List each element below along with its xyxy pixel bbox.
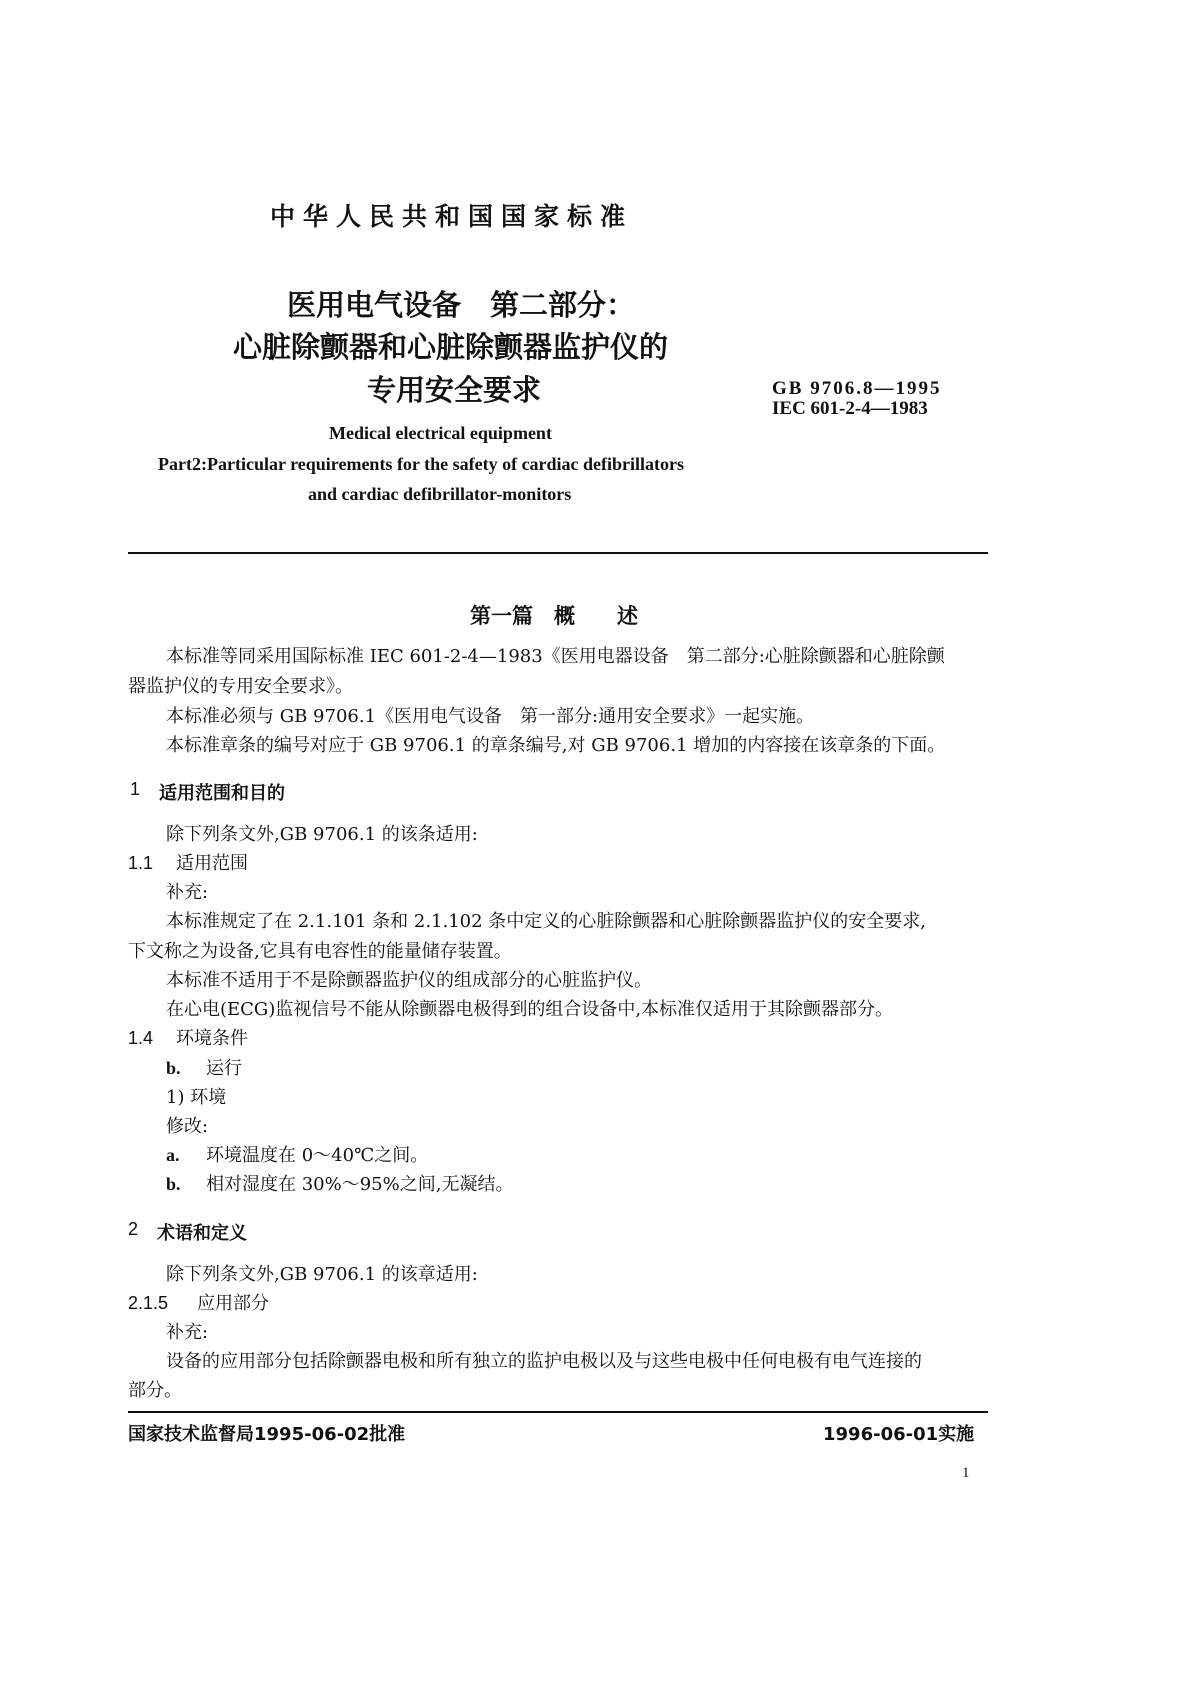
clause-1-1-paragraph-1a: 本标准规定了在 2.1.101 条和 2.1.102 条中定义的心脏除颤器和心脏除颤器监护仪的安全要求,	[166, 911, 927, 932]
clause-2-1-5-title: 应用部分	[197, 1293, 269, 1314]
clause-1-4-b2-text: 相对湿度在 30%～95%之间,无凝结。	[206, 1174, 514, 1195]
clause-1-1-title: 适用范围	[176, 853, 248, 874]
clause-1-4-number: 1.4	[128, 1028, 154, 1048]
clause-1-1-number: 1.1	[128, 853, 154, 873]
english-title-line-1: Medical electrical equipment	[329, 423, 552, 443]
header-divider	[128, 552, 988, 554]
clause-2-number: 2	[128, 1219, 139, 1239]
clause-2-1-5-number: 2.1.5	[128, 1293, 169, 1313]
clause-1-intro: 除下列条文外,GB 9706.1 的该条适用:	[166, 824, 478, 845]
clause-1-4-title: 环境条件	[176, 1028, 248, 1049]
english-title-line-2: Part2:Particular requirements for the safety of cardiac defibrillators	[158, 454, 685, 474]
intro-paragraph-3: 本标准章条的编号对应于 GB 9706.1 的章条编号,对 GB 9706.1 增加的内容接在该章条的下面。	[166, 735, 946, 756]
clause-1-4-item-1: 1) 环境	[166, 1087, 227, 1108]
clause-2-1-5-paragraph-b: 部分。	[128, 1380, 182, 1401]
iec-number: IEC 601-2-4—1983	[772, 398, 928, 419]
clause-1-1-paragraph-3: 在心电(ECG)监视信号不能从除颤器电极得到的组合设备中,本标准仅适用于其除颤器部分。	[166, 999, 894, 1020]
clause-2-intro: 除下列条文外,GB 9706.1 的该章适用:	[166, 1264, 478, 1285]
clause-1-1-paragraph-1b: 下文称之为设备,它具有电容性的能量储存装置。	[128, 941, 512, 962]
intro-paragraph-2: 本标准必须与 GB 9706.1《医用电气设备 第一部分:通用安全要求》一起实施。	[166, 706, 815, 727]
clause-2-1-5-paragraph-a: 设备的应用部分包括除颤器电极和所有独立的监护电极以及与这些电极中任何电极有电气连接的	[166, 1351, 922, 1372]
effective-date: 1996-06-01实施	[823, 1424, 975, 1445]
standard-number: GB 9706.8—1995	[772, 378, 942, 399]
clause-1-4-b2-label: b.	[166, 1174, 181, 1194]
approval-statement: 国家技术监督局1995-06-02批准	[128, 1424, 406, 1445]
title-line-3: 专用安全要求	[367, 373, 542, 407]
clause-1-1-supplement: 补充:	[166, 882, 209, 903]
clause-1-4-a-text: 环境温度在 0～40℃之间。	[206, 1145, 429, 1166]
clause-1-number: 1	[130, 779, 141, 799]
title-line-2: 心脏除颤器和心脏除颤器监护仪的	[233, 330, 669, 364]
clause-1-title: 适用范围和目的	[159, 783, 285, 804]
footer-divider	[128, 1411, 988, 1413]
intro-paragraph-1a: 本标准等同采用国际标准 IEC 601-2-4—1983《医用电器设备 第二部分:心脏除颤器和心脏除颤	[166, 646, 945, 667]
intro-paragraph-1b: 器监护仪的专用安全要求》。	[128, 676, 353, 697]
national-standard-title: 中华人民共和国国家标准	[270, 202, 634, 231]
section-heading: 第一篇 概 述	[470, 604, 638, 628]
clause-2-1-5-supplement: 补充:	[166, 1322, 209, 1343]
english-title-line-3: and cardiac defibrillator-monitors	[308, 484, 572, 504]
title-line-1: 医用电气设备 第二部分：	[287, 288, 636, 322]
clause-1-4-a-label: a.	[166, 1145, 180, 1165]
clause-1-4-modify: 修改:	[166, 1116, 209, 1137]
clause-1-4-b-text: 运行	[206, 1058, 242, 1079]
clause-2-title: 术语和定义	[157, 1223, 247, 1244]
clause-1-4-b-label: b.	[166, 1058, 181, 1078]
page-number: 1	[962, 1465, 970, 1481]
clause-1-1-paragraph-2: 本标准不适用于不是除颤器监护仪的组成部分的心脏监护仪。	[166, 970, 652, 991]
